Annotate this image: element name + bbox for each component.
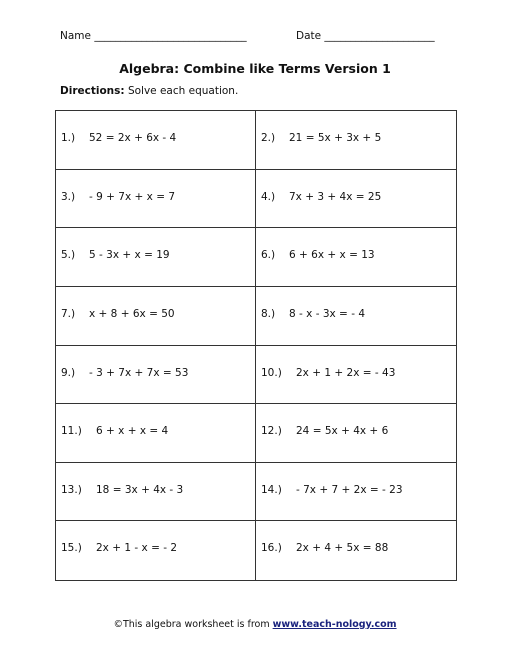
problem-cell <box>256 463 456 522</box>
problem-number: 16.) <box>261 542 282 555</box>
footer-link[interactable]: www.teach-nology.com <box>272 619 397 630</box>
problem-cell <box>56 111 256 170</box>
problem-cell <box>256 228 456 287</box>
problem-equation: 6 + 6x + x = 13 <box>289 249 375 262</box>
worksheet-title: Algebra: Combine like Terms Version 1 <box>119 61 391 76</box>
name-field: Name _____________________________ <box>60 30 247 42</box>
problem-number: 10.) <box>261 366 282 379</box>
problem-number: 12.) <box>261 425 282 438</box>
problem-number: 2.) <box>261 132 276 144</box>
problem-number: 4.) <box>261 190 276 203</box>
problem-equation: - 3 + 7x + 7x = 53 <box>89 366 189 379</box>
problem-equation: 21 = 5x + 3x + 5 <box>289 132 382 144</box>
problem-cell <box>56 521 256 580</box>
problem-number: 14.) <box>261 483 282 496</box>
directions <box>60 85 238 97</box>
problem-cell <box>256 521 456 580</box>
problem-number: 9.) <box>61 366 76 379</box>
footer-text: ©This algebra worksheet is from <box>113 619 273 630</box>
problem-equation: x + 8 + 6x = 50 <box>89 307 175 320</box>
problem-number: 1.) <box>61 132 76 144</box>
problem-number: 6.) <box>261 249 276 262</box>
problem-number: 11.) <box>61 425 82 438</box>
problem-cell <box>256 111 456 170</box>
problem-equation: - 9 + 7x + x = 7 <box>89 190 176 203</box>
problem-number: 5.) <box>61 249 76 262</box>
problem-number: 8.) <box>261 307 276 320</box>
problem-number: 3.) <box>61 190 76 203</box>
problem-cell <box>56 404 256 463</box>
problem-equation: 2x + 4 + 5x = 88 <box>296 542 389 555</box>
problem-equation: 2x + 1 + 2x = - 43 <box>296 366 396 379</box>
problem-cell <box>256 170 456 229</box>
problem-number: 13.) <box>61 483 82 496</box>
problem-cell <box>256 287 456 346</box>
directions-text: Solve each equation. <box>124 85 239 97</box>
problem-equation: 8 - x - 3x = - 4 <box>289 307 365 320</box>
problem-equation: 7x + 3 + 4x = 25 <box>289 190 382 203</box>
problem-cell <box>56 170 256 229</box>
directions-label: Directions: <box>60 85 125 97</box>
problem-grid <box>55 110 457 581</box>
footer <box>0 619 510 630</box>
problem-cell <box>256 346 456 405</box>
problem-equation: 5 - 3x + x = 19 <box>89 249 170 262</box>
problem-equation: - 7x + 7 + 2x = - 23 <box>296 483 403 496</box>
date-field: Date _____________________ <box>296 30 435 42</box>
problem-equation: 2x + 1 - x = - 2 <box>96 542 178 555</box>
problem-equation: 24 = 5x + 4x + 6 <box>296 425 389 438</box>
problem-number: 7.) <box>61 307 76 320</box>
problem-cell <box>56 463 256 522</box>
problem-number: 15.) <box>61 542 82 555</box>
problem-equation: 6 + x + x = 4 <box>96 425 169 438</box>
problem-cell <box>56 346 256 405</box>
problem-equation: 18 = 3x + 4x - 3 <box>96 483 184 496</box>
problem-cell <box>256 404 456 463</box>
problem-cell <box>56 228 256 287</box>
problem-cell <box>56 287 256 346</box>
problem-equation: 52 = 2x + 6x - 4 <box>89 132 177 144</box>
